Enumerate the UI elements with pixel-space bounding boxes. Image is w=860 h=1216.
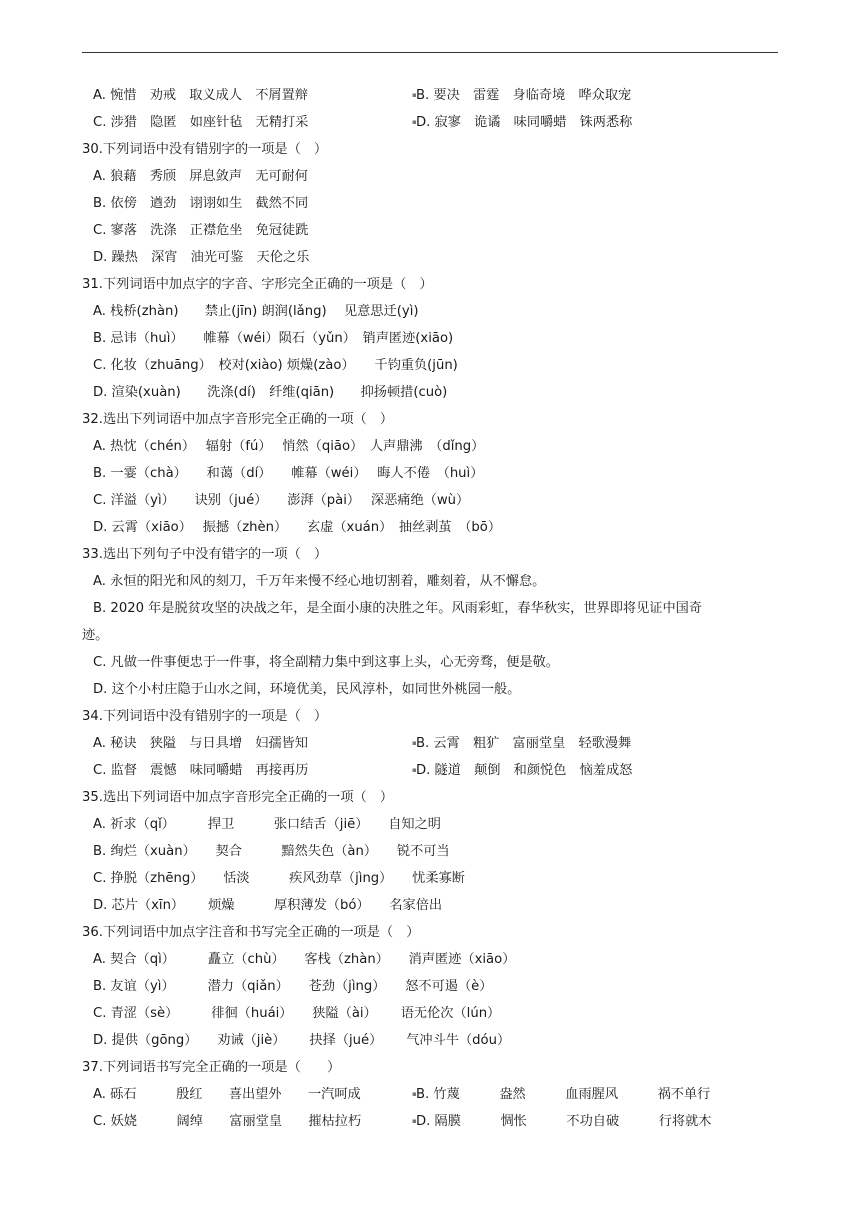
- option-d: D. 芯片（xīn） 烦燥 厚积薄发（bó） 名家倍出: [93, 898, 443, 913]
- option-row: [82, 1081, 782, 1108]
- option-b: B. 忌讳（huì） 帷幕（wéi）陨石（yǔn） 销声匿迹(xiāo): [93, 331, 454, 346]
- option-row: [82, 757, 782, 784]
- column-marker: ▪: [412, 739, 417, 747]
- option-row: [82, 730, 782, 757]
- option-c: C. 监督 震憾 味同嚼蜡 再接再历: [93, 763, 309, 778]
- question-34: 34.下列词语中没有错别字的一项是（ ）: [82, 709, 328, 724]
- option-d: D. 躁热 深宵 油光可鉴 天伦之乐: [93, 250, 310, 265]
- option-a: A. 砾石 殷红 喜出望外 一汽呵成: [93, 1087, 361, 1102]
- option-d: ▪ D. 隧道 颠倒 和颜悦色 恼羞成怒: [416, 757, 632, 784]
- option-d: ▪ D. 隔膜 惆怅 不功自破 行将就木: [416, 1108, 711, 1135]
- option-a: A. 栈桥(zhàn) 禁止(jīn) 朗润(lǎng) 见意思迁(yì): [93, 304, 419, 319]
- option-a: A. 祈求（qǐ） 捍卫 张口结舌（jiē） 自知之明: [93, 817, 441, 832]
- column-marker: ▪: [412, 118, 417, 126]
- option-row: [82, 82, 782, 109]
- option-d: ▪ D. 寂寥 诡谲 味同嚼蜡 铢两悉称: [416, 109, 632, 136]
- option-c: C. 妖娆 阔绰 富丽堂皇 摧枯拉朽: [93, 1114, 362, 1129]
- question-35: 35.选出下列词语中加点字音形完全正确的一项（ ）: [82, 790, 394, 805]
- option-a: A. 热忱（chén） 辐射（fú） 悄然（qiāo） 人声鼎沸 （dǐng）: [93, 439, 485, 454]
- option-d: D. 这个小村庄隐于山水之间，环境优美，民风淳朴，如同世外桃园一般。: [93, 682, 521, 697]
- question-list: [82, 82, 782, 1135]
- option-a: A. 永恒的阳光和风的刻刀，千万年来慢不经心地切割着，雕刻着，从不懈怠。: [93, 574, 546, 589]
- option-b: B. 绚烂（xuàn） 契合 黯然失色（àn） 锐不可当: [93, 844, 450, 859]
- option-b: B. 一霎（chà） 和蔼（dí） 帷幕（wéi） 晦人不倦 （huì）: [93, 466, 484, 481]
- option-c: C. 涉猎 隐匿 如座针毡 无精打采: [93, 115, 309, 130]
- header-rule: [82, 52, 778, 53]
- option-a: A. 惋惜 劝戒 取义成人 不屑置辩: [93, 88, 308, 103]
- question-36: 36.下列词语中加点字注音和书写完全正确的一项是（ ）: [82, 925, 420, 940]
- column-marker: ▪: [412, 1117, 417, 1125]
- option-d: D. 提供（gōng） 劝诫（jiè） 抉择（jué） 气冲斗牛（dóu）: [93, 1033, 511, 1048]
- question-32: 32.选出下列词语中加点字音形完全正确的一项（ ）: [82, 412, 394, 427]
- question-33: 33.选出下列句子中没有错字的一项（ ）: [82, 547, 328, 562]
- option-c: C. 挣脱（zhēng） 恬淡 疾风劲草（jìng） 忧柔寡断: [93, 871, 465, 886]
- option-b: ▪ B. 竹蔑 盎然 血雨腥风 祸不单行: [416, 1081, 710, 1108]
- option-row: [82, 109, 782, 136]
- option-c: C. 寥落 洗涤 正襟危坐 免冠徒跣: [93, 223, 309, 238]
- option-c: C. 凡做一件事便忠于一件事，将全副精力集中到这事上头，心无旁骛，便是敬。: [93, 655, 559, 670]
- option-b: ▪ B. 云霄 粗犷 富丽堂皇 轻歌漫舞: [416, 730, 631, 757]
- question-31: 31.下列词语中加点字的字音、字形完全正确的一项是（ ）: [82, 277, 433, 292]
- option-b-continued: 迹。: [82, 628, 109, 643]
- option-a: A. 契合（qì） 矗立（chù） 客栈（zhàn） 消声匿迹（xiāo）: [93, 952, 516, 967]
- option-d: D. 云霄（xiāo） 振撼（zhèn） 玄虚（xuán） 抽丝剥茧 （bō）: [93, 520, 502, 535]
- column-marker: ▪: [412, 766, 417, 774]
- option-a: A. 狼藉 秀颀 屏息敛声 无可耐何: [93, 169, 308, 184]
- option-b: B. 2020 年是脱贫攻坚的决战之年，是全面小康的决胜之年。风雨彩虹，春华秋实，世界即将见证中国奇: [93, 601, 703, 616]
- column-marker: ▪: [412, 1090, 417, 1098]
- option-a: A. 秘诀 狭隘 与日具增 妇孺皆知: [93, 736, 308, 751]
- option-c: C. 化妆（zhuāng） 校对(xiào) 烦燥(zào） 千钧重负(jūn): [93, 358, 458, 373]
- option-b: B. 依傍 遒劲 诩诩如生 截然不同: [93, 196, 309, 211]
- option-b: ▪ B. 要决 雷霆 身临奇境 哗众取宠: [416, 82, 631, 109]
- option-d: D. 渲染(xuàn) 洗涤(dí) 纤维(qiān) 抑扬顿措(cuò): [93, 385, 448, 400]
- question-30: 30.下列词语中没有错别字的一项是（ ）: [82, 142, 328, 157]
- question-37: 37.下列词语书写完全正确的一项是（ ）: [82, 1060, 341, 1075]
- option-b: B. 友谊（yì） 潜力（qiǎn） 苍劲（jìng） 怒不可遏（è）: [93, 979, 493, 994]
- column-marker: ▪: [412, 91, 417, 99]
- option-c: C. 洋溢（yì） 诀别（jué） 澎湃（pài） 深恶痛绝（wù）: [93, 493, 470, 508]
- option-row: [82, 1108, 782, 1135]
- option-c: C. 青涩（sè） 徘徊（huái） 狭隘（ài） 语无伦次（lún）: [93, 1006, 501, 1021]
